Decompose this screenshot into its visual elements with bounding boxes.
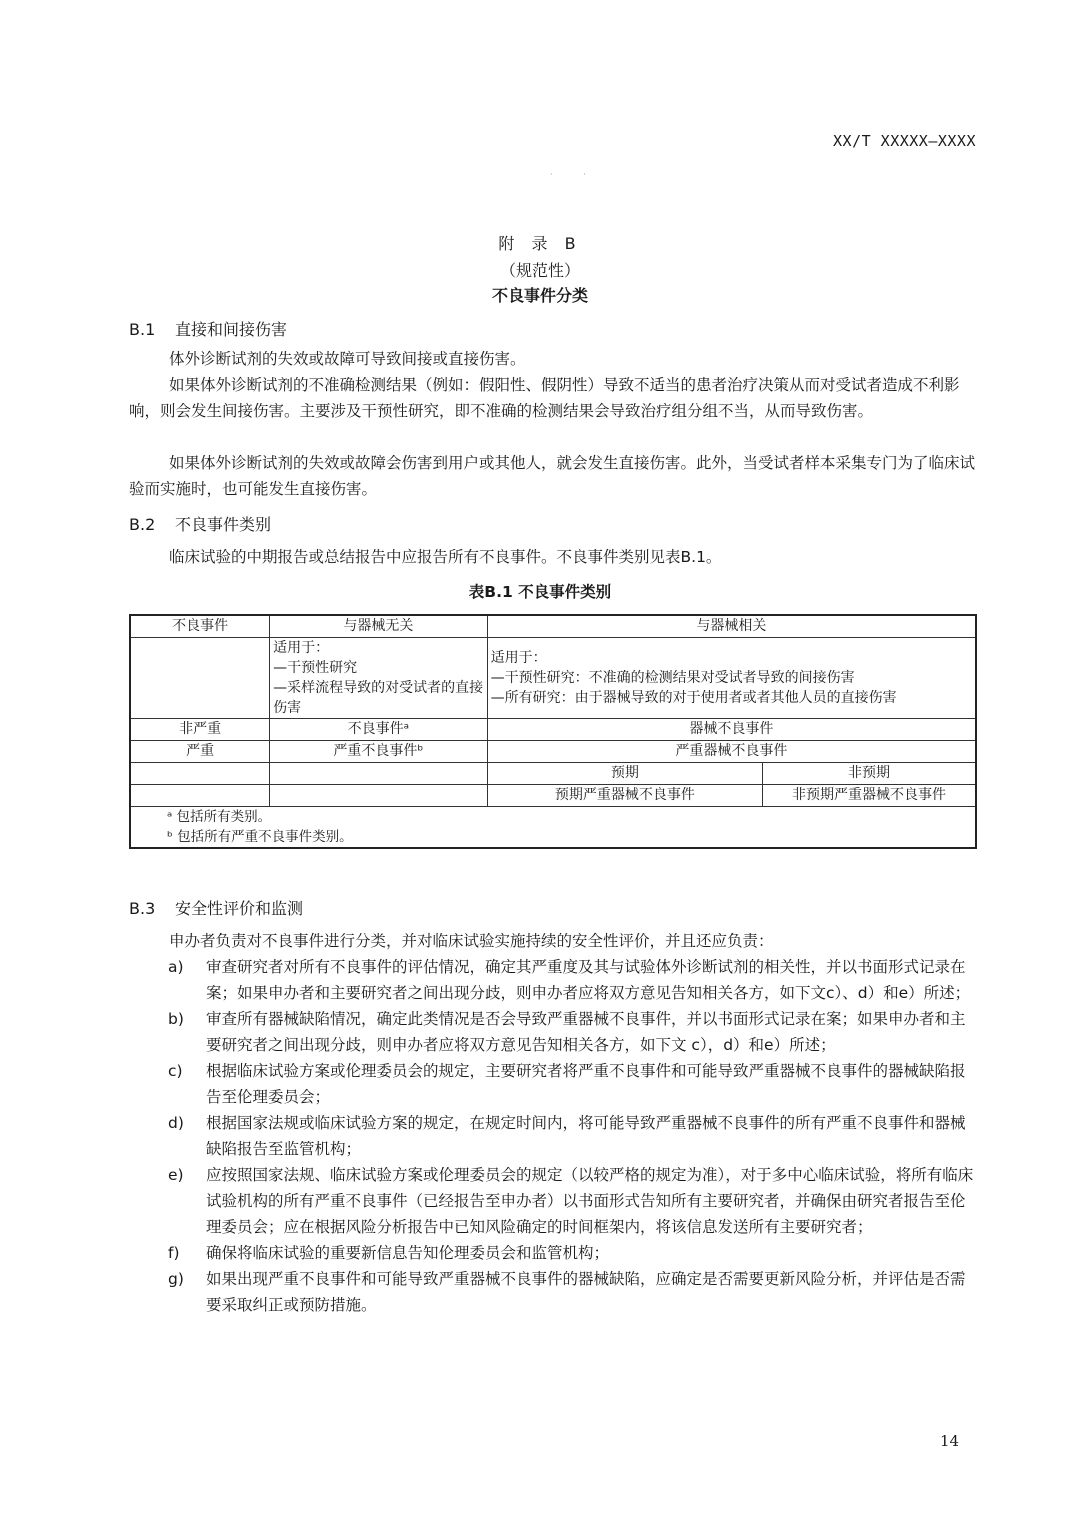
- item-label: d): [168, 1114, 184, 1132]
- list-item: [168, 954, 980, 1006]
- item-label: b): [168, 1010, 184, 1028]
- table-caption: 表B.1 不良事件类别: [468, 583, 612, 601]
- applies-related-cell: [487, 638, 976, 719]
- section-title: 安全性评价和监测: [175, 899, 304, 918]
- list-item: [168, 1266, 980, 1318]
- item-text: 根据临床试验方案或伦理委员会的规定，主要研究者将严重不良事件和可能导致严重器械不良事件的器械缺陷报告至伦理委员会；: [206, 1062, 966, 1106]
- appendix-title: 不良事件分类: [491, 286, 588, 305]
- adverse-event-table: [129, 614, 977, 849]
- applies-line: —采样流程导致的对受试者的直接伤害: [273, 680, 484, 716]
- item-label: c): [168, 1062, 183, 1080]
- item-text: 如果出现严重不良事件和可能导致严重器械不良事件的器械缺陷，应确定是否需要更新风险分析，并评估是否需要采取纠正或预防措施。: [206, 1270, 966, 1314]
- item-label: e): [168, 1166, 184, 1184]
- b1-paragraph-2: 如果体外诊断试剂的不准确检测结果（例如：假阳性、假阴性）导致不适当的患者治疗决策从而对受试者造成不利影响，则会发生间接伤害。主要涉及干预性研究，即不准确的检测结果会导致治疗组分组不当，从而导致伤害。: [129, 376, 960, 420]
- table-applicability-row: [130, 638, 976, 719]
- section-b3-heading: [129, 896, 303, 919]
- expected-header: 预期: [487, 763, 762, 785]
- row-label: 非严重: [130, 719, 270, 741]
- list-item: [168, 1110, 980, 1162]
- item-text: 审查研究者对所有不良事件的评估情况，确定其严重度及其与试验体外诊断试剂的相关性，并以书面形式记录在案；如果申办者和主要研究者之间出现分歧，则申办者应将双方意见告知相关各方，如下文c）、d）和e）所述；: [206, 958, 971, 1002]
- appendix-nature: （规范性）: [499, 261, 580, 280]
- header-dots: · ·: [550, 170, 600, 179]
- header-adverse-event: 不良事件: [130, 615, 270, 638]
- list-item: [168, 1162, 980, 1240]
- table-footnote-row: [130, 807, 976, 849]
- table-header-row: [130, 615, 976, 638]
- list-item: [168, 1006, 980, 1058]
- item-label: a): [168, 958, 184, 976]
- table-row-nonserious: [130, 719, 976, 741]
- section-number: B.3: [129, 899, 156, 918]
- section-title: 直接和间接伤害: [175, 320, 288, 339]
- responsibility-list: [168, 954, 980, 1318]
- unexpected-header: 非预期: [762, 763, 976, 785]
- table-cell-empty: [130, 638, 270, 719]
- row-label: 严重: [130, 741, 270, 763]
- applies-line: —干预性研究: [273, 660, 358, 676]
- section-number: B.1: [129, 320, 156, 339]
- table-row-expectedness: [130, 763, 976, 785]
- list-item: [168, 1058, 980, 1110]
- b2-paragraph: 临床试验的中期报告或总结报告中应报告所有不良事件。不良事件类别见表B.1。: [169, 548, 722, 566]
- item-label: g): [168, 1270, 184, 1288]
- unrelated-value: 严重不良事件ᵇ: [270, 741, 488, 763]
- standard-code: XX/T XXXXX—XXXX: [833, 132, 976, 150]
- applies-line: 适用于：: [273, 640, 330, 656]
- expected-value: 预期严重器械不良事件: [487, 785, 762, 807]
- table-cell-empty: [270, 785, 488, 807]
- related-value: 严重器械不良事件: [487, 741, 976, 763]
- item-label: f): [168, 1244, 180, 1262]
- table-row-serious: [130, 741, 976, 763]
- section-number: B.2: [129, 515, 156, 534]
- applies-line: 适用于：: [490, 650, 547, 666]
- section-b2-heading: [129, 512, 271, 535]
- applies-line: —干预性研究：不准确的检测结果对受试者导致的间接伤害: [490, 670, 855, 686]
- table-footnotes: [130, 807, 976, 849]
- footnote-a: ᵃ 包括所有类别。: [167, 809, 272, 825]
- applies-line: —所有研究：由于器械导致的对于使用者或者其他人员的直接伤害: [490, 690, 897, 706]
- related-value: 器械不良事件: [487, 719, 976, 741]
- appendix-label: 附 录 B: [498, 234, 582, 253]
- table-row-expected-values: [130, 785, 976, 807]
- item-text: 应按照国家法规、临床试验方案或伦理委员会的规定（以较严格的规定为准），对于多中心临床试验，将所有临床试验机构的所有严重不良事件（已经报告至申办者）以书面形式告知所有主要研究者，并确保由研究者报告至伦理委员会；应在根据风险分析报告中已知风险确定的时间框架内，将该信息发送所有主要研究者；: [206, 1166, 974, 1236]
- item-text: 根据国家法规或临床试验方案的规定，在规定时间内，将可能导致严重器械不良事件的所有严重不良事件和器械缺陷报告至监管机构；: [206, 1114, 966, 1158]
- unrelated-value: 不良事件ᵃ: [270, 719, 488, 741]
- table-cell-empty: [130, 763, 270, 785]
- applies-unrelated-cell: [270, 638, 488, 719]
- page-number: 14: [940, 1432, 960, 1450]
- b3-intro: 申办者负责对不良事件进行分类，并对临床试验实施持续的安全性评价，并且还应负责：: [169, 932, 774, 950]
- section-title: 不良事件类别: [175, 515, 272, 534]
- header-device-related: 与器械相关: [487, 615, 976, 638]
- footnote-b: ᵇ 包括所有严重不良事件类别。: [167, 829, 353, 845]
- item-text: 审查所有器械缺陷情况，确定此类情况是否会导致严重器械不良事件，并以书面形式记录在案；如果申办者和主要研究者之间出现分歧，则申办者应将双方意见告知相关各方，如下文 c），d）和e）所述；: [206, 1010, 966, 1054]
- section-b1-heading: [129, 317, 287, 340]
- table-cell-empty: [270, 763, 488, 785]
- table-cell-empty: [130, 785, 270, 807]
- b1-paragraph-3: 如果体外诊断试剂的失效或故障会伤害到用户或其他人，就会发生直接伤害。此外，当受试者样本采集专门为了临床试验而实施时，也可能发生直接伤害。: [129, 454, 976, 498]
- b1-paragraph-1: 体外诊断试剂的失效或故障可导致间接或直接伤害。: [169, 350, 526, 368]
- item-text: 确保将临床试验的重要新信息告知伦理委员会和监管机构；: [206, 1244, 610, 1262]
- list-item: [168, 1240, 980, 1266]
- header-device-unrelated: 与器械无关: [270, 615, 488, 638]
- unexpected-value: 非预期严重器械不良事件: [762, 785, 976, 807]
